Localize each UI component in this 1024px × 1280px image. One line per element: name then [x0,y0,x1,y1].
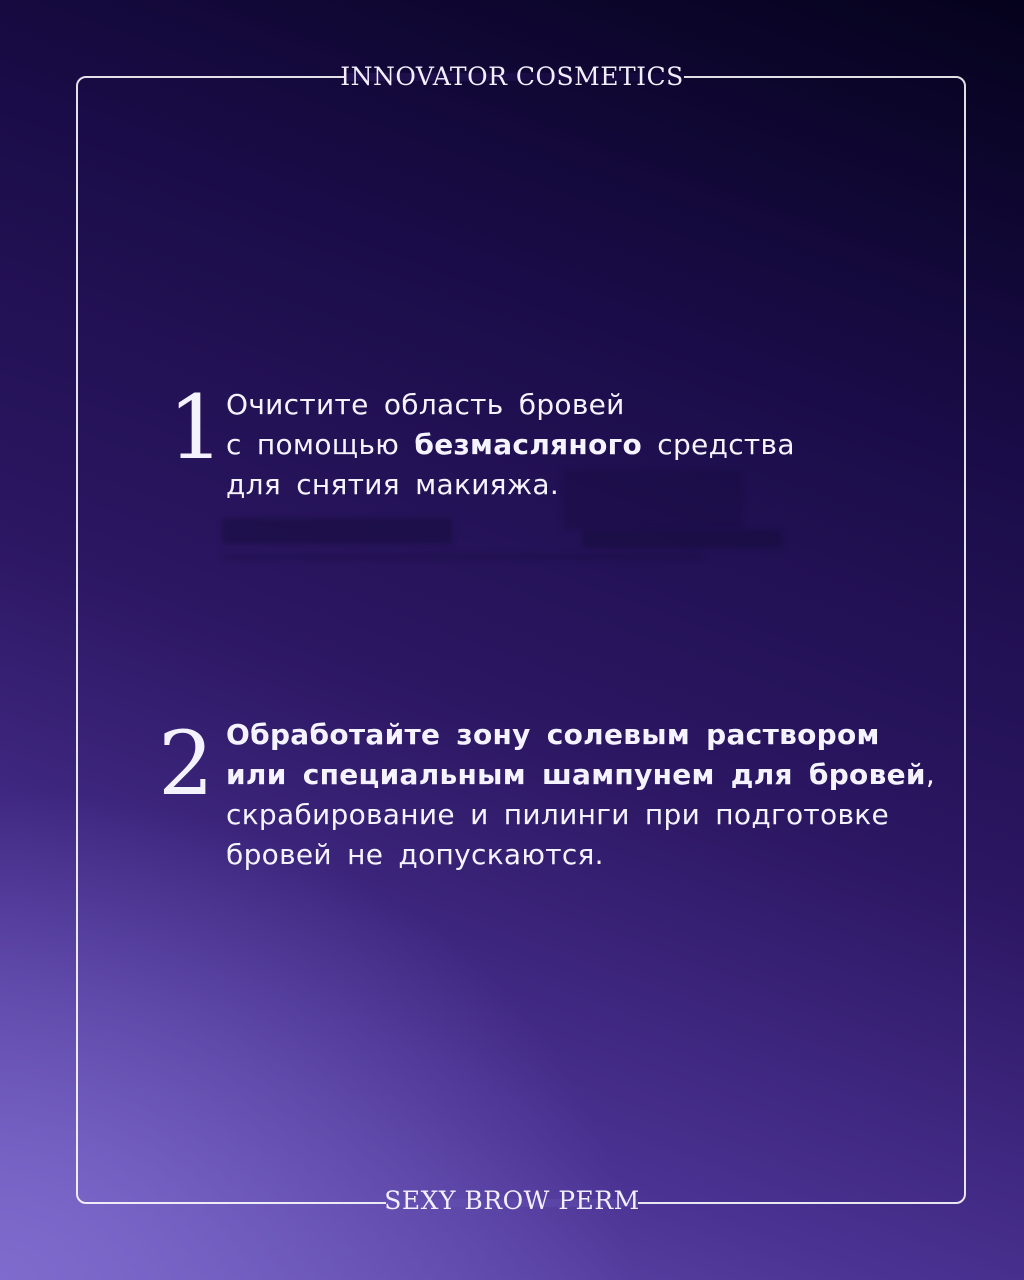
step-2-text [226,715,935,875]
step-1-line-1-text: Очистите область бровей [226,388,625,421]
step-1-line-2-text-a: с помощью [226,428,415,461]
step-2-line-4-text: бровей не допускаются. [226,838,604,871]
step-1-line-2-text-b: средства [642,428,795,461]
step-2-line-2 [226,755,935,795]
product-label-bottom: SEXY BROW PERM [384,1186,640,1215]
step-2-line-2-text: или специальным шампунем для бровей [226,758,926,791]
content-frame [76,76,966,1204]
step-2-number: 2 [158,712,214,815]
step-2-line-1-text: Обработайте зону солевым раствором [226,718,880,751]
step-1-line-2 [226,425,795,465]
step-2-line-4 [226,835,935,875]
step-1-line-1 [226,385,795,425]
step-1-number: 1 [168,376,224,479]
step-2-line-2-comma: , [925,758,936,791]
step-2-line-3 [226,795,935,835]
step-2-line-1 [226,715,935,755]
redacted-text-block [222,510,782,574]
step-1-line-2-emphasis: безмасляного [414,428,643,461]
brand-label-top: INNOVATOR COSMETICS [340,62,684,91]
step-2-line-3-text: скрабирование и пилинги при подготовке [226,798,890,831]
step-1-line-3-text: для снятия макияжа. [226,468,560,501]
